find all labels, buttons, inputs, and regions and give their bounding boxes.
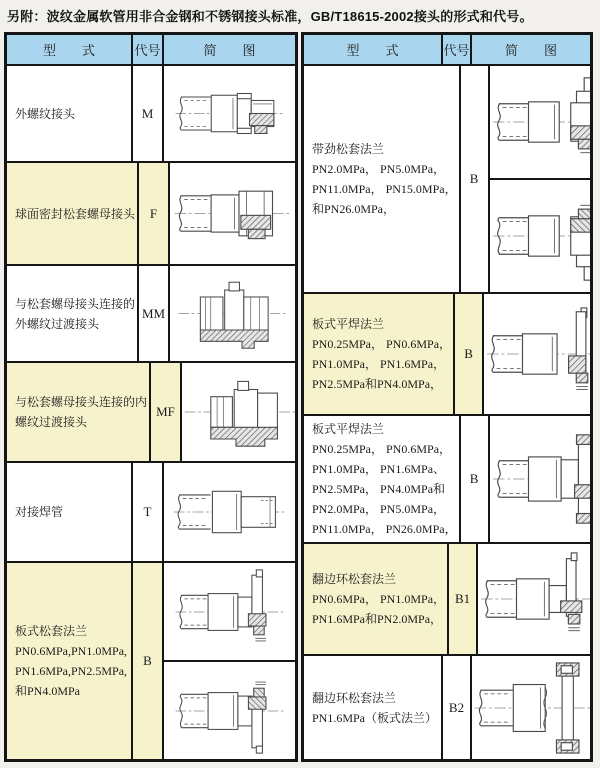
- table-row: [7, 563, 295, 759]
- header-diagram: 简 图: [203, 43, 256, 58]
- code-cell: B1: [449, 544, 478, 654]
- type-text-line: 对接焊管: [15, 505, 64, 519]
- table-header-right: [304, 35, 590, 66]
- type-text-line: 翻边环松套法兰: [312, 572, 397, 586]
- header-type: 型 式: [7, 35, 133, 64]
- type-text-line: PN1.0MPa， PN1.6MPa，: [312, 357, 446, 371]
- header-code: 代号: [443, 35, 472, 64]
- type-text-line: 螺纹过渡接头: [15, 415, 88, 429]
- diagram-cell: [472, 656, 593, 760]
- type-text-line: PN1.0MPa， PN1.6MPa、: [312, 462, 446, 476]
- table-row: [7, 266, 295, 363]
- page-title: 另附：波纹金属软管用非合金钢和不锈钢接头标准，GB/T18615-2002接头的形式和代号。: [7, 9, 533, 24]
- type-text-line: 带劲松套法兰: [312, 142, 385, 156]
- neck-flange-up-diagram: [490, 66, 593, 178]
- code-cell: B: [455, 294, 484, 414]
- fittings-table-left: [4, 32, 298, 762]
- diagram-cell: [182, 363, 298, 461]
- type-text-line: PN11.0MPa， PN15.0MPa，: [312, 182, 457, 196]
- type-cell: [7, 463, 133, 561]
- type-text-line: PN1.6MPa（板式法兰）: [312, 711, 438, 725]
- type-text-line: 和PN26.0MPa，: [312, 202, 396, 216]
- header-type: 型 式: [304, 35, 443, 64]
- type-cell: [304, 294, 455, 414]
- table-row: [304, 294, 590, 416]
- diagram-cell: [490, 416, 593, 542]
- table-row: [7, 463, 295, 563]
- male-union-diagram: [170, 266, 295, 361]
- plate-flange-up-diagram: [164, 563, 295, 660]
- fittings-table-right: [301, 32, 593, 762]
- butt-weld-diagram: [164, 463, 295, 561]
- table-row: [7, 163, 295, 266]
- code-cell: B: [461, 416, 490, 542]
- type-text-line: PN2.5MPa和PN4.0MPa，: [312, 377, 443, 391]
- code-cell: B: [133, 563, 164, 759]
- type-text-line: PN2.0MPa， PN5.0MPa，: [312, 162, 446, 176]
- diagram-cell: [164, 66, 295, 161]
- type-text-line: PN0.25MPa， PN0.6MPa，: [312, 337, 452, 351]
- type-text-line: PN1.6MPa和PN2.0MPa，: [312, 612, 443, 626]
- type-cell: [7, 563, 133, 759]
- diagram-cell: [478, 544, 593, 654]
- plate-flange-down-diagram: [164, 660, 295, 759]
- table-row: [7, 66, 295, 163]
- type-text-line: 板式平焊法兰: [312, 422, 385, 436]
- type-text-line: PN0.6MPa,PN1.0MPa,: [15, 644, 128, 658]
- type-cell: [7, 163, 139, 264]
- table-row: [7, 363, 295, 463]
- code-cell: B2: [443, 656, 472, 760]
- type-cell: [7, 266, 139, 361]
- flared-loose-flange-plate-diagram: [472, 656, 593, 760]
- code-cell: T: [133, 463, 164, 561]
- type-text-line: PN2.5MPa， PN4.0MPa和: [312, 482, 446, 496]
- type-text-line: 球面密封松套螺母接头: [15, 206, 136, 221]
- type-text-line: PN1.6MPa,PN2.5MPa,: [15, 664, 128, 678]
- header-diagram: 简 图: [504, 43, 557, 58]
- type-cell: [304, 656, 443, 760]
- type-cell: [304, 544, 449, 654]
- type-text-line: PN0.6MPa， PN1.0MPa，: [312, 592, 446, 606]
- diagram-cell: [170, 266, 295, 361]
- neck-flange-down-diagram: [490, 178, 593, 292]
- male-thread-diagram: [164, 66, 295, 161]
- type-text-line: PN0.25MPa， PN0.6MPa，: [312, 442, 452, 456]
- type-text-line: 板式松套法兰: [15, 624, 88, 638]
- type-text-line: PN2.0MPa， PN5.0MPa，: [312, 502, 446, 516]
- diagram-cell: [170, 163, 295, 264]
- table-row: [304, 656, 590, 760]
- code-cell: MF: [151, 363, 182, 461]
- type-cell: [7, 363, 151, 461]
- welded-plate-flange-double-diagram: [490, 416, 593, 542]
- diagram-cell: [484, 294, 593, 414]
- type-text-line: 和PN4.0MPa: [15, 684, 81, 698]
- type-cell: [304, 416, 461, 542]
- flared-loose-flange-diagram: [478, 544, 593, 654]
- code-cell: F: [139, 163, 170, 264]
- code-cell: B: [461, 66, 490, 292]
- type-text-line: 外螺纹接头: [15, 106, 76, 121]
- type-text-line: 与松套螺母接头连接的内: [15, 395, 148, 409]
- table-row: [304, 544, 590, 656]
- diagram-cell: [164, 563, 295, 759]
- welded-plate-flange-diagram: [484, 294, 593, 414]
- code-cell: MM: [139, 266, 170, 361]
- diagram-cell: [164, 463, 295, 561]
- type-text-line: 外螺纹过渡接头: [15, 316, 100, 331]
- table-header-left: [7, 35, 295, 66]
- diagram-cell: [490, 66, 593, 292]
- type-text-line: 翻边环松套法兰: [312, 691, 397, 705]
- type-cell: [7, 66, 133, 161]
- header-code: 代号: [133, 35, 164, 64]
- table-row: [304, 416, 590, 544]
- type-cell: [304, 66, 461, 292]
- female-union-diagram: [182, 363, 298, 461]
- swivel-nut-diagram: [170, 163, 295, 264]
- type-text-line: PN11.0MPa， PN26.0MPa，: [312, 522, 457, 536]
- table-row: [304, 66, 590, 294]
- code-cell: M: [133, 66, 164, 161]
- type-text-line: 板式平焊法兰: [312, 317, 385, 331]
- type-text-line: 与松套螺母接头连接的: [15, 296, 136, 311]
